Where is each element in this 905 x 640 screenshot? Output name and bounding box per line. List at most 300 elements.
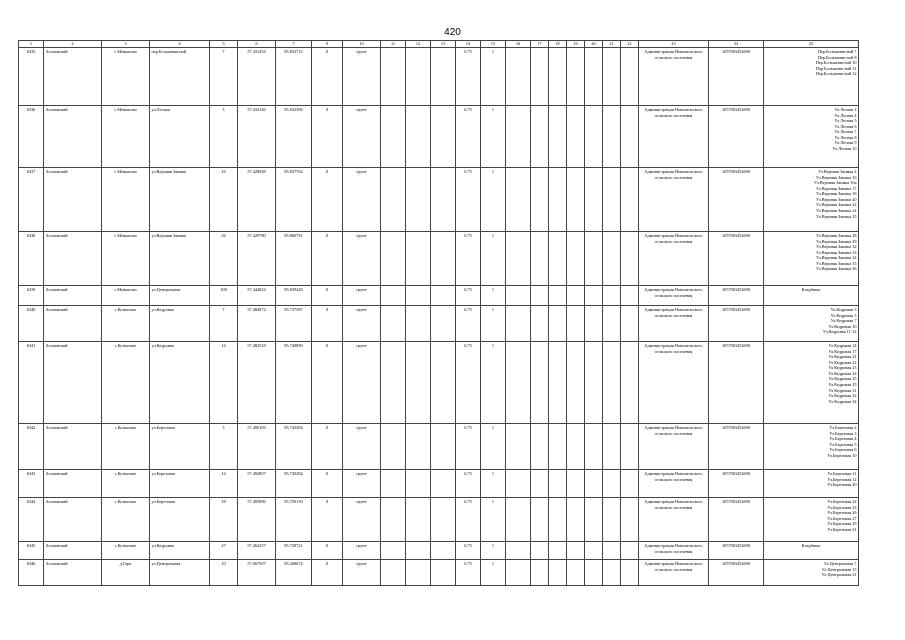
column-number-row	[19, 41, 859, 48]
table-row	[19, 48, 859, 106]
settlement-cell: с.Меньшово	[102, 106, 150, 168]
admin-cell: Администрация Новомельского сельского поселения	[639, 48, 709, 106]
lat-cell: 57.495896	[238, 498, 276, 542]
empty-cell	[585, 560, 603, 586]
empty-cell	[567, 342, 585, 424]
table-row	[19, 498, 859, 542]
n13-cell: 0,75	[456, 106, 481, 168]
empty-cell	[603, 232, 621, 286]
admin-cell: Администрация Новомельского сельского поселения	[639, 286, 709, 306]
empty-cell	[431, 306, 456, 342]
addresses-cell	[764, 106, 859, 168]
surface-cell: грунт	[343, 560, 381, 586]
lon-cell: 85.745284	[276, 470, 312, 498]
empty-cell	[406, 560, 431, 586]
addresses-cell	[764, 306, 859, 342]
table-row	[19, 424, 859, 470]
n14-cell: 1	[481, 232, 506, 286]
empty-cell	[585, 498, 603, 542]
column-number: 23	[639, 41, 709, 48]
admin-cell: Администрация Новомельского сельского поселения	[639, 306, 709, 342]
n9-cell: 0	[312, 542, 343, 560]
column-number: 17	[531, 41, 549, 48]
n13-cell: 0,75	[456, 470, 481, 498]
table-row	[19, 168, 859, 232]
surface-cell: грунт	[343, 306, 381, 342]
n9-cell: 0	[312, 498, 343, 542]
empty-cell	[406, 542, 431, 560]
address-line: Ул.Центральная 21	[821, 572, 857, 578]
empty-cell	[381, 286, 406, 306]
surface-cell: грунт	[343, 542, 381, 560]
street-cell: ул.Центральная	[150, 286, 210, 306]
empty-cell	[567, 306, 585, 342]
n13-cell: 0,75	[456, 342, 481, 424]
n14-cell: 1	[481, 342, 506, 424]
ogrn-cell: 1057003452690	[709, 342, 764, 424]
empty-cell	[603, 168, 621, 232]
n13-cell: 0,75	[456, 542, 481, 560]
admin-cell: Администрация Новомельского сельского поселения	[639, 106, 709, 168]
empty-cell	[603, 286, 621, 306]
house-cell: 27	[210, 542, 238, 560]
ogrn-cell: 1057003452690	[709, 560, 764, 586]
lat-cell: 57.492807	[238, 470, 276, 498]
lat-cell: 57.067507	[238, 560, 276, 586]
ogrn-cell: 1057003452690	[709, 286, 764, 306]
address-line: Ул.Верхняя Заимка 29	[815, 238, 857, 244]
empty-cell	[549, 232, 567, 286]
empty-cell	[549, 560, 567, 586]
n14-cell: 1	[481, 168, 506, 232]
empty-cell	[621, 232, 639, 286]
empty-cell	[603, 306, 621, 342]
surface-cell: грунт	[343, 286, 381, 306]
id-cell: 6345	[19, 542, 44, 560]
column-number: 6	[238, 41, 276, 48]
address-line: Ул.Березовая 11	[827, 471, 857, 476]
type-cell: Асоновский	[44, 168, 102, 232]
empty-cell	[549, 48, 567, 106]
lat-cell: 57.490103	[238, 424, 276, 470]
empty-cell	[531, 424, 549, 470]
registry-body	[19, 41, 859, 586]
address-line: Ул.Верхняя Заимка 16	[815, 174, 857, 180]
type-cell: Асоновский	[44, 560, 102, 586]
empty-cell	[585, 542, 603, 560]
address-line: Ул.Кедровая 14	[828, 343, 857, 348]
ogrn-cell: 1057003452690	[709, 48, 764, 106]
table-row	[19, 470, 859, 498]
address-line: Ул.Верхняя Заимка 35	[815, 260, 857, 266]
lon-cell: 85.837762	[276, 168, 312, 232]
address-line: Ул.Верхняя Заимка 2	[818, 169, 857, 174]
n13-cell: 0,75	[456, 424, 481, 470]
empty-cell	[549, 306, 567, 342]
admin-cell: Администрация Новомельского сельского поселения	[639, 560, 709, 586]
address-line: Ул.Кедровая 11-12	[822, 329, 857, 335]
column-number: 10	[343, 41, 381, 48]
empty-cell	[431, 48, 456, 106]
id-cell: 6341	[19, 342, 44, 424]
id-cell: 6344	[19, 498, 44, 542]
empty-cell	[381, 560, 406, 586]
table-row	[19, 542, 859, 560]
empty-cell	[531, 306, 549, 342]
empty-cell	[381, 498, 406, 542]
address-line: Ул.Верхняя Заимка 22	[815, 202, 857, 208]
n14-cell: 1	[481, 306, 506, 342]
address-line: Пер.Большевистый 11	[815, 65, 857, 71]
address-line: Ул.Кедровая 3	[830, 307, 857, 312]
empty-cell	[431, 498, 456, 542]
empty-cell	[381, 168, 406, 232]
address-line: Ул.Березовая 2	[829, 425, 857, 430]
empty-cell	[531, 106, 549, 168]
id-cell: 6340	[19, 306, 44, 342]
id-cell: 6346	[19, 560, 44, 586]
n14-cell: 1	[481, 48, 506, 106]
lat-cell: 57.444822	[238, 286, 276, 306]
column-number: 19	[567, 41, 585, 48]
address-line: Пер.Большевистый 7	[817, 49, 857, 54]
lat-cell: 57.429780	[238, 232, 276, 286]
empty-cell	[549, 424, 567, 470]
surface-cell: грунт	[343, 48, 381, 106]
address-line: Ул.Лесная 1	[834, 107, 857, 112]
column-number: 20	[585, 41, 603, 48]
column-number: 3	[102, 41, 150, 48]
type-cell: Асоновский	[44, 286, 102, 306]
address-line: Ул.Верхняя Заимка 36	[815, 266, 857, 272]
empty-cell	[506, 424, 531, 470]
lon-cell: 85.829428	[276, 286, 312, 306]
n13-cell: 0,75	[456, 286, 481, 306]
id-cell: 6339	[19, 286, 44, 306]
address-line: Ул.Березовая 6	[829, 447, 857, 453]
column-number: 14	[456, 41, 481, 48]
empty-cell	[585, 342, 603, 424]
empty-cell	[567, 232, 585, 286]
column-number: 12	[406, 41, 431, 48]
empty-cell	[585, 168, 603, 232]
lon-cell: 85.750139	[276, 498, 312, 542]
column-number: 4	[150, 41, 210, 48]
empty-cell	[531, 286, 549, 306]
n13-cell: 0,75	[456, 168, 481, 232]
column-number: 7	[276, 41, 312, 48]
ogrn-cell: 1057003452690	[709, 106, 764, 168]
n13-cell: 0,75	[456, 306, 481, 342]
house-cell: 7	[210, 306, 238, 342]
table-row	[19, 306, 859, 342]
empty-cell	[506, 106, 531, 168]
street-cell: ул.Березовая	[150, 498, 210, 542]
empty-cell	[381, 232, 406, 286]
address-line: Ул.Лесная 4	[834, 112, 857, 118]
empty-cell	[621, 106, 639, 168]
address-line: Ул.Кедровая 31	[828, 387, 857, 393]
street-cell: ул.Лесная	[150, 106, 210, 168]
empty-cell	[621, 470, 639, 498]
ogrn-cell: 1057003452690	[709, 306, 764, 342]
empty-cell	[381, 342, 406, 424]
column-number: 15	[481, 41, 506, 48]
n9-cell: 0	[312, 560, 343, 586]
empty-cell	[585, 424, 603, 470]
addresses-cell	[764, 424, 859, 470]
address-line: Ул.Верхняя Заимка 18	[815, 191, 857, 197]
empty-cell	[621, 306, 639, 342]
empty-cell	[585, 306, 603, 342]
column-number: 22	[621, 41, 639, 48]
surface-cell: грунт	[343, 498, 381, 542]
empty-cell	[381, 424, 406, 470]
table-row	[19, 342, 859, 424]
house-cell: 108	[210, 286, 238, 306]
address-line: Ул.Березовая 4	[829, 436, 857, 442]
street-cell: ул.Центральная	[150, 560, 210, 586]
type-cell: Асоновский	[44, 342, 102, 424]
empty-cell	[567, 470, 585, 498]
address-line: Ул.Центральная 15	[821, 566, 857, 572]
house-cell: 7	[210, 48, 238, 106]
settlement-cell: с.Копылово	[102, 306, 150, 342]
address-line: Ул.Кедровая 22	[828, 359, 857, 365]
empty-cell	[585, 48, 603, 106]
empty-cell	[549, 342, 567, 424]
empty-cell	[506, 342, 531, 424]
empty-cell	[603, 106, 621, 168]
empty-cell	[506, 168, 531, 232]
settlement-cell: с.Меньшово	[102, 286, 150, 306]
address-line: Ул.Лесная 6	[834, 123, 857, 129]
n9-cell: 0	[312, 470, 343, 498]
empty-cell	[585, 232, 603, 286]
house-cell: 3	[210, 424, 238, 470]
empty-cell	[567, 286, 585, 306]
empty-cell	[621, 498, 639, 542]
empty-cell	[406, 232, 431, 286]
column-number: 5	[210, 41, 238, 48]
empty-cell	[431, 168, 456, 232]
address-line: Пер.Большевистый 10	[815, 60, 857, 66]
address-line: Ул.Верхняя Заимка 17	[815, 185, 857, 191]
admin-cell: Администрация Новомельского сельского поселения	[639, 470, 709, 498]
empty-cell	[431, 470, 456, 498]
address-line: Ул.Березовая 29	[827, 521, 857, 527]
empty-cell	[406, 498, 431, 542]
empty-cell	[381, 542, 406, 560]
empty-cell	[531, 470, 549, 498]
empty-cell	[549, 168, 567, 232]
street-cell: ул.Кедровая	[150, 306, 210, 342]
settlement-cell: с.Копылово	[102, 542, 150, 560]
address-line: Ул.Кедровая 34	[828, 398, 857, 404]
empty-cell	[549, 286, 567, 306]
type-cell: Асоновский	[44, 498, 102, 542]
admin-cell: Администрация Новомельского сельского поселения	[639, 424, 709, 470]
addresses-cell	[764, 286, 859, 306]
settlement-cell: с.Меньшово	[102, 232, 150, 286]
address-line: Ул.Березовая 10	[827, 452, 857, 458]
empty-cell	[621, 286, 639, 306]
ogrn-cell: 1057003452690	[709, 542, 764, 560]
address-line: Ул.Кедровая 25	[828, 376, 857, 382]
lat-cell: 57.434146	[238, 106, 276, 168]
column-number: 1	[19, 41, 44, 48]
house-cell: 3	[210, 106, 238, 168]
column-number: 2	[44, 41, 102, 48]
n13-cell: 0,75	[456, 498, 481, 542]
empty-cell	[506, 48, 531, 106]
address-line: Пер.Большевистый 12	[815, 71, 857, 77]
lat-cell: 57.428948	[238, 168, 276, 232]
n9-cell: 0	[312, 232, 343, 286]
empty-cell	[567, 106, 585, 168]
n14-cell: 1	[481, 498, 506, 542]
empty-cell	[506, 560, 531, 586]
address-line: Ул.Кедровая 7	[830, 318, 857, 324]
empty-cell	[506, 306, 531, 342]
house-cell: 14	[210, 342, 238, 424]
page-number: 420	[444, 27, 461, 38]
empty-cell	[549, 106, 567, 168]
address-line: Пер.Большевистый 8	[817, 54, 857, 60]
n14-cell: 1	[481, 424, 506, 470]
n13-cell: 0,75	[456, 560, 481, 586]
lon-cell: 85.860791	[276, 232, 312, 286]
id-cell: 6336	[19, 106, 44, 168]
surface-cell: грунт	[343, 342, 381, 424]
type-cell: Асоновский	[44, 106, 102, 168]
empty-cell	[603, 542, 621, 560]
empty-cell	[506, 542, 531, 560]
registry-table	[18, 40, 859, 586]
street-cell: ул.Кедровая	[150, 342, 210, 424]
surface-cell: грунт	[343, 470, 381, 498]
settlement-cell: д.Гарь	[102, 560, 150, 586]
address-line: Ул.Лесная 10	[832, 146, 857, 152]
n9-cell: 0	[312, 106, 343, 168]
lon-cell: 85.740890	[276, 342, 312, 424]
address-line: Ул.Кедровая 25	[828, 382, 857, 388]
address-line: Ул.Березовая 12	[827, 476, 857, 482]
column-number: 16	[506, 41, 531, 48]
id-cell: 6335	[19, 48, 44, 106]
address-line: Ул.Березовая 27	[827, 515, 857, 521]
empty-cell	[621, 168, 639, 232]
empty-cell	[381, 306, 406, 342]
empty-cell	[603, 342, 621, 424]
empty-cell	[531, 232, 549, 286]
address-line: Ул.Кедровая 24	[828, 370, 857, 376]
address-line: Ул.Березовая 20	[827, 482, 857, 488]
address-line: Ул.Кедровая 32	[828, 393, 857, 399]
admin-cell: Администрация Новомельского сельского поселения	[639, 342, 709, 424]
empty-cell	[506, 232, 531, 286]
lon-cell: 85.833715	[276, 48, 312, 106]
n14-cell: 1	[481, 542, 506, 560]
empty-cell	[431, 342, 456, 424]
address-line: Ул.Березовая 31	[827, 526, 857, 532]
empty-cell	[621, 342, 639, 424]
address-line: Ул.Верхняя Заимка 24	[815, 208, 857, 214]
address-line: Ул.Кедровая 17	[828, 348, 857, 354]
address-line: Ул.Верхняя Заимка 20	[815, 196, 857, 202]
empty-cell	[431, 232, 456, 286]
empty-cell	[567, 498, 585, 542]
empty-cell	[506, 286, 531, 306]
address-line: Ул.Верхняя Заимка 16а	[814, 180, 857, 186]
empty-cell	[567, 560, 585, 586]
address-line: Ул.Лесная 9	[834, 140, 857, 146]
surface-cell: грунт	[343, 106, 381, 168]
n9-cell: 0	[312, 342, 343, 424]
lon-cell: 85.737587	[276, 306, 312, 342]
n9-cell: 0	[312, 48, 343, 106]
empty-cell	[406, 306, 431, 342]
empty-cell	[567, 424, 585, 470]
admin-cell: Администрация Новомельского сельского поселения	[639, 542, 709, 560]
address-line: Ул.Верхняя Заимка 28	[815, 233, 857, 238]
admin-cell: Администрация Новомельского сельского поселения	[639, 232, 709, 286]
empty-cell	[603, 48, 621, 106]
empty-cell	[531, 342, 549, 424]
ogrn-cell: 1057003452690	[709, 424, 764, 470]
address-line: Ул.Кедровая 10	[828, 323, 857, 329]
house-cell: 18	[210, 498, 238, 542]
empty-cell	[431, 106, 456, 168]
empty-cell	[549, 498, 567, 542]
empty-cell	[549, 542, 567, 560]
empty-cell	[585, 470, 603, 498]
surface-cell: грунт	[343, 168, 381, 232]
empty-cell	[621, 424, 639, 470]
address-line: Ул.Кедровая 23	[828, 365, 857, 371]
surface-cell: грунт	[343, 424, 381, 470]
addresses-cell	[764, 498, 859, 542]
address-line: Ул.Березовая 22	[827, 499, 857, 504]
column-number: 21	[603, 41, 621, 48]
table-row	[19, 286, 859, 306]
column-number: 13	[431, 41, 456, 48]
id-cell: 6338	[19, 232, 44, 286]
ogrn-cell: 1057003452690	[709, 498, 764, 542]
settlement-cell: с.Копылово	[102, 498, 150, 542]
empty-cell	[585, 106, 603, 168]
empty-cell	[531, 168, 549, 232]
empty-cell	[381, 470, 406, 498]
addresses-cell	[764, 232, 859, 286]
empty-cell	[531, 48, 549, 106]
lat-cell: 57.431254	[238, 48, 276, 106]
column-number: 18	[549, 41, 567, 48]
empty-cell	[381, 106, 406, 168]
empty-cell	[603, 424, 621, 470]
addresses-cell	[764, 470, 859, 498]
column-number: 9	[312, 41, 343, 48]
address-line: Ул.Березовая 5	[829, 441, 857, 447]
street-cell: пер.Большевистый	[150, 48, 210, 106]
type-cell: Асоновский	[44, 306, 102, 342]
n9-cell: 0	[312, 424, 343, 470]
lat-cell: 57.462257	[238, 542, 276, 560]
n14-cell: 1	[481, 560, 506, 586]
settlement-cell: с.Меньшово	[102, 48, 150, 106]
empty-cell	[585, 286, 603, 306]
empty-cell	[506, 498, 531, 542]
